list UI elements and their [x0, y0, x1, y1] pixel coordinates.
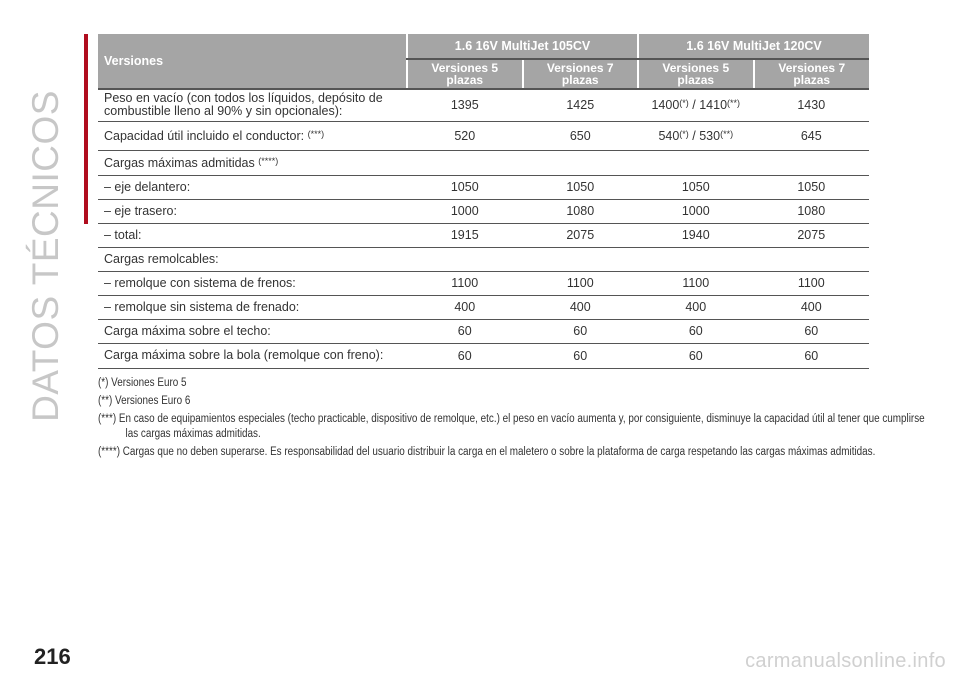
- cell-value: 1940: [638, 223, 754, 247]
- cell-value: 60: [754, 319, 870, 343]
- cell-value: 1400(*) / 1410(**): [638, 89, 754, 121]
- cell-value: 1395: [407, 89, 523, 121]
- cell-value: 2075: [523, 223, 639, 247]
- table-row: [98, 271, 869, 295]
- footnotes: [98, 376, 925, 463]
- footnote-max-loads: (****) Cargas que no deben superarse. Es responsabilidad del usuario distribuir la carga en el maletero o sobre la plataforma de carga respetando las cargas máximas admitidas.: [98, 446, 876, 458]
- cell-value: 1050: [754, 175, 870, 199]
- cell-value: 400: [638, 295, 754, 319]
- table-row: [98, 175, 869, 199]
- cell-value: 1000: [407, 199, 523, 223]
- row-label: Cargas remolcables:: [98, 247, 869, 271]
- watermark: carmanualsonline.info: [745, 650, 946, 672]
- row-label: Carga máxima sobre el techo:: [98, 319, 407, 343]
- subheader-col4: Versiones 7 plazas: [754, 59, 870, 89]
- table-row: [98, 121, 869, 150]
- cell-value: 1100: [638, 271, 754, 295]
- table-row: [98, 199, 869, 223]
- cell-value: 2075: [754, 223, 870, 247]
- cell-value: 1000: [638, 199, 754, 223]
- row-label: – total:: [98, 223, 407, 247]
- cell-value: 1100: [523, 271, 639, 295]
- footnote-euro6: (**) Versiones Euro 6: [98, 395, 191, 407]
- cell-value: 645: [754, 121, 870, 150]
- cell-value: 1430: [754, 89, 870, 121]
- table-row: [98, 223, 869, 247]
- header-versions: Versiones: [98, 34, 407, 89]
- footnote-special-equipment: (***) En caso de equipamientos especiales (techo practicable, dispositivo de remolque, etc.) el peso en vacío aumenta y, por consiguiente, disminuye la capacidad útil al tener que cumplirse las cargas máximas admitidas.: [98, 413, 925, 440]
- footnote-euro5: (*) Versiones Euro 5: [98, 377, 187, 389]
- table-row: [98, 247, 869, 271]
- section-title: [18, 90, 74, 422]
- subheader-col1: Versiones 5 plazas: [407, 59, 523, 89]
- subheader-col3: Versiones 5 plazas: [638, 59, 754, 89]
- subheader-col2: Versiones 7 plazas: [523, 59, 639, 89]
- cell-value: 1050: [523, 175, 639, 199]
- table-row: [98, 319, 869, 343]
- cell-value: 650: [523, 121, 639, 150]
- row-label: Capacidad útil incluido el conductor: (***): [98, 121, 407, 150]
- cell-value: 1050: [407, 175, 523, 199]
- section-title-text: DATOS TÉCNICOS: [25, 90, 66, 422]
- row-label: Cargas máximas admitidas (****): [98, 150, 869, 175]
- cell-value: 1425: [523, 89, 639, 121]
- header-engine-120cv: 1.6 16V MultiJet 120CV: [638, 34, 869, 59]
- row-label: Carga máxima sobre la bola (remolque con freno):: [98, 343, 407, 368]
- cell-value: 1080: [523, 199, 639, 223]
- cell-value: 60: [407, 319, 523, 343]
- page-number: 216: [34, 644, 71, 669]
- row-label: – eje trasero:: [98, 199, 407, 223]
- row-label: – remolque sin sistema de frenado:: [98, 295, 407, 319]
- cell-value: 60: [407, 343, 523, 368]
- cell-value: 520: [407, 121, 523, 150]
- cell-value: 60: [754, 343, 870, 368]
- row-label: Peso en vacío (con todos los líquidos, depósito de combustible lleno al 90% y sin opcionales):: [98, 89, 407, 121]
- cell-value: 60: [523, 343, 639, 368]
- table-row: [98, 295, 869, 319]
- cell-value: 1100: [754, 271, 870, 295]
- cell-value: 60: [638, 343, 754, 368]
- cell-value: 400: [407, 295, 523, 319]
- header-engine-105cv: 1.6 16V MultiJet 105CV: [407, 34, 638, 59]
- cell-value: 60: [523, 319, 639, 343]
- row-label: – remolque con sistema de frenos:: [98, 271, 407, 295]
- cell-value: 400: [754, 295, 870, 319]
- cell-value: 1915: [407, 223, 523, 247]
- table-row: [98, 343, 869, 368]
- row-label: – eje delantero:: [98, 175, 407, 199]
- cell-value: 540(*) / 530(**): [638, 121, 754, 150]
- specs-table: [98, 34, 869, 369]
- table-header-row: [98, 34, 869, 59]
- section-accent-bar: [84, 34, 88, 224]
- cell-value: 400: [523, 295, 639, 319]
- table-row: [98, 150, 869, 175]
- cell-value: 60: [638, 319, 754, 343]
- cell-value: 1050: [638, 175, 754, 199]
- cell-value: 1100: [407, 271, 523, 295]
- table-row: [98, 89, 869, 121]
- cell-value: 1080: [754, 199, 870, 223]
